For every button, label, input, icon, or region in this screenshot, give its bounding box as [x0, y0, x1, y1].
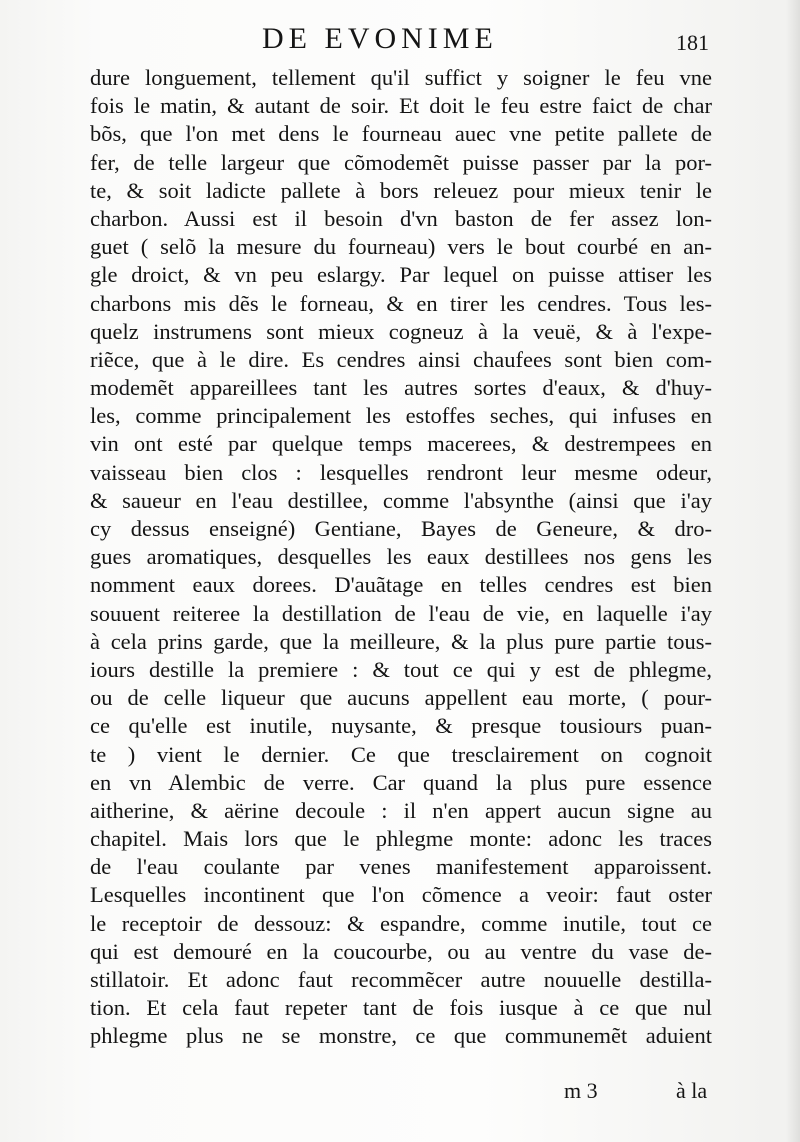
- page-number: 181: [676, 30, 709, 55]
- text-line: vaisseau bien clos : lesquelles rendront leur mesme odeur,: [90, 459, 712, 485]
- text-line: modemẽt appareillees tant les autres sortes d'eaux, & d'huy-: [90, 375, 712, 401]
- text-line: à cela prins garde, que la meilleure, & la plus pure partie tous-: [90, 628, 712, 654]
- text-line: le receptoir de dessouz: & espandre, comme inutile, tout ce: [90, 910, 712, 936]
- text-line: gues aromatiques, desquelles les eaux destillees nos gens les: [90, 544, 712, 570]
- catchword: à la: [676, 1078, 708, 1103]
- text-line: tion. Et cela faut repeter tant de fois iusque à ce que nul: [90, 995, 712, 1021]
- text-line: guet ( selõ la mesure du fourneau) vers le bout courbé en an-: [90, 234, 712, 260]
- signature-mark: m 3: [564, 1078, 598, 1103]
- text-line: phlegme plus ne se monstre, ce que communemẽt aduient: [90, 1023, 712, 1049]
- page-edge-shadow: [786, 0, 800, 1142]
- text-line: chapitel. Mais lors que le phlegme monte: adonc les traces: [90, 826, 712, 852]
- running-title: DE EVONIME: [262, 22, 498, 55]
- text-line: te ) vient le dernier. Ce que tresclairement on cognoit: [90, 741, 712, 767]
- text-line: fer, de telle largeur que cõmodemẽt puisse passer par la por-: [90, 149, 712, 175]
- text-line: iours destille la premiere : & tout ce qui y est de phlegme,: [90, 656, 712, 682]
- text-line: fois le matin, & autant de soir. Et doit le feu estre faict de char: [90, 93, 712, 119]
- text-line: quelz instrumens sont mieux cogneuz à la veuë, & à l'expe-: [90, 318, 712, 344]
- text-line: charbons mis dẽs le forneau, & en tirer les cendres. Tous les-: [90, 290, 712, 316]
- text-line: & saueur en l'eau destillee, comme l'absynthe (ainsi que i'ay: [90, 487, 712, 513]
- text-line: stillatoir. Et adonc faut recommẽcer autre nouuelle destilla-: [90, 967, 712, 992]
- body-text: [90, 64, 712, 1051]
- text-line: aitherine, & aërine decoule : il n'en appert aucun signe au: [90, 797, 712, 823]
- text-line: charbon. Aussi est il besoin d'vn baston de fer assez lon-: [90, 205, 712, 231]
- text-line: te, & soit ladicte pallete à bors releuez pour mieux tenir le: [90, 177, 712, 203]
- text-line: en vn Alembic de verre. Car quand la plus pure essence: [90, 769, 712, 795]
- text-line: nomment eaux dorees. D'auãtage en telles cendres est bien: [90, 572, 712, 598]
- text-line: de l'eau coulante par venes manifestement apparoissent.: [90, 854, 712, 880]
- text-line: ce qu'elle est inutile, nuysante, & presque tousiours puan-: [90, 713, 712, 739]
- text-line: cy dessus enseigné) Gentiane, Bayes de Geneure, & dro-: [90, 516, 712, 541]
- text-line: les, comme principalement les estoffes seches, qui infuses en: [90, 403, 712, 429]
- text-line: souuent reiteree la destillation de l'eau de vie, en laquelle i'ay: [90, 600, 712, 626]
- text-line: dure longuement, tellement qu'il suffict y soigner le feu vne: [90, 65, 712, 90]
- page-footer: [0, 1078, 800, 1112]
- text-line: gle droict, & vn peu eslargy. Par lequel on puisse attiser les: [90, 262, 712, 288]
- text-line: bõs, que l'on met dens le fourneau auec vne petite pallete de: [90, 121, 712, 147]
- text-line: qui est demouré en la coucourbe, ou au ventre du vase de-: [90, 938, 712, 964]
- text-line: ou de celle liqueur que aucuns appellent eau morte, ( pour-: [90, 685, 712, 711]
- text-line: Lesquelles incontinent que l'on cõmence a veoir: faut oster: [90, 882, 712, 908]
- text-line: riẽce, que à le dire. Es cendres ainsi chaufees sont bien com-: [90, 346, 712, 372]
- text-line: vin ont esté par quelque temps macerees, & destrempees en: [90, 431, 712, 457]
